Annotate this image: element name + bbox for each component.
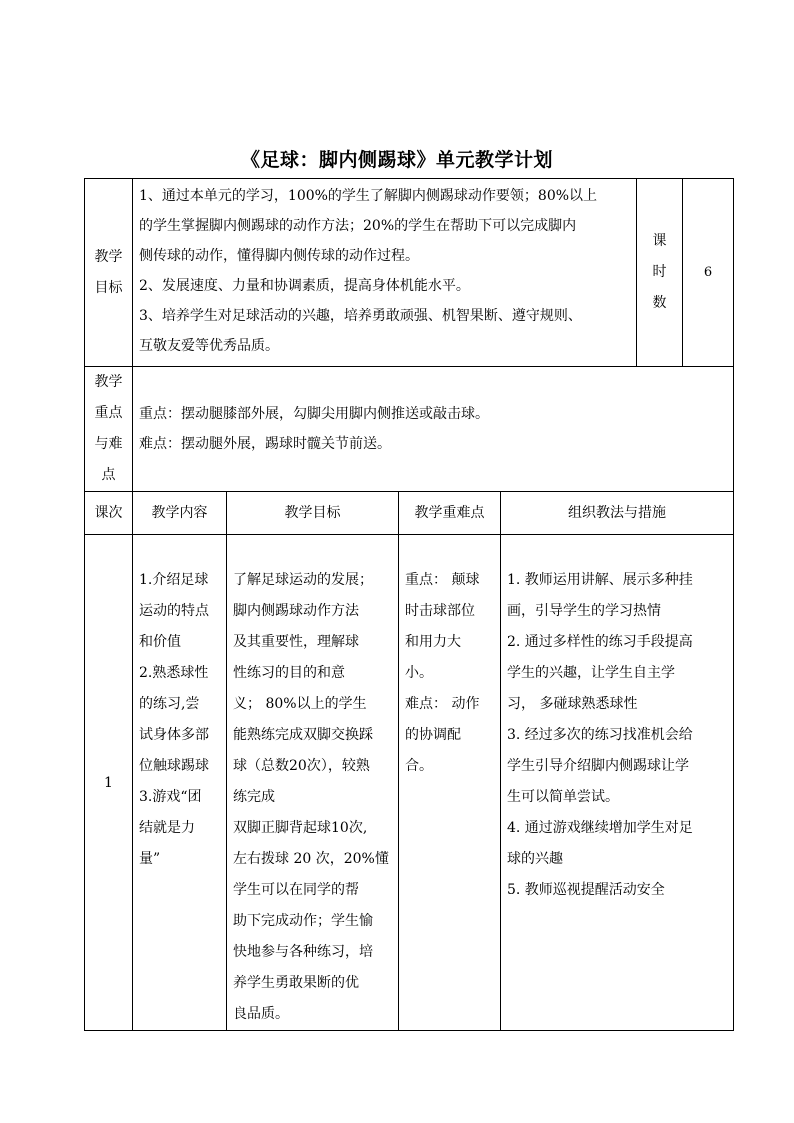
keydiff-line: 的协调配 <box>405 727 461 743</box>
page-title: 《足球：脚内侧踢球》单元教学计划 <box>240 149 553 171</box>
method-line: 3. 经过多次的练习找准机会给 <box>507 727 693 743</box>
method-line: 生可以简单尝试。 <box>507 789 619 805</box>
objective-line: 养学生勇敢果断的优 <box>233 975 359 991</box>
objective-line: 学生可以在同学的帮 <box>233 882 359 898</box>
objective-line: 球（总数20次），较熟 <box>233 758 370 774</box>
hours-label <box>637 179 683 367</box>
goals-line: 1、通过本单元的学习，100%的学生了解脚内侧踢球动作要领；80%以上 <box>139 188 598 204</box>
header-keydiff: 教学重难点 <box>399 492 501 535</box>
lesson-objective <box>227 535 399 1031</box>
keypoints-row <box>85 367 734 492</box>
objective-line: 了解足球运动的发展； <box>233 572 373 588</box>
objective-line: 能熟练完成双脚交换踩 <box>233 727 373 743</box>
header-lesson: 课次 <box>85 492 133 535</box>
objective-line: 及其重要性，理解球 <box>233 634 359 650</box>
objective-line: 左右拨球 20 次，20%懂 <box>233 851 389 867</box>
goals-row <box>85 179 734 367</box>
method-line: 学生引导介绍脚内侧踢球让学 <box>507 758 689 774</box>
objective-line: 良品质。 <box>233 1006 289 1022</box>
method-line: 1. 教师运用讲解、展示多种挂 <box>507 572 693 588</box>
keydiff-line: 和用力大 <box>405 634 461 650</box>
hours-label-char: 时 <box>652 264 667 280</box>
unit-plan-table <box>84 178 734 1031</box>
keypoints-label-line: 重点 <box>94 405 123 421</box>
method-line: 4. 通过游戏继续增加学生对足 <box>507 820 693 836</box>
header-content: 教学内容 <box>133 492 227 535</box>
content-line: 的练习,尝 <box>139 696 200 712</box>
hours-label-char: 课 <box>652 233 667 249</box>
header-row <box>85 492 734 535</box>
header-method: 组织教法与措施 <box>501 492 734 535</box>
hours-value: 6 <box>683 179 734 367</box>
lesson-row <box>85 535 734 1031</box>
header-objective: 教学目标 <box>227 492 399 535</box>
goals-line: 3、培养学生对足球活动的兴趣，培养勇敢顽强、机智果断、遵守规则、 <box>139 308 582 324</box>
content-line: 量” <box>139 851 161 867</box>
keydiff-line: 难点： 动作 <box>405 696 480 712</box>
method-line: 2. 通过多样性的练习手段提高 <box>507 634 693 650</box>
hours-label-char: 数 <box>652 295 667 311</box>
keypoints-text <box>133 367 734 492</box>
keypoints-label <box>85 367 133 492</box>
content-line: 结就是力 <box>139 820 195 836</box>
content-line: 和价值 <box>139 634 181 650</box>
content-line: 试身体多部 <box>139 727 209 743</box>
content-line: 1.介绍足球 <box>139 572 209 588</box>
content-line: 位触球踢球 <box>139 758 209 774</box>
goals-label <box>85 179 133 367</box>
goals-label-line: 教学 <box>94 248 123 265</box>
content-line: 3.游戏“团 <box>139 789 202 805</box>
objective-line: 性练习的目的和意 <box>233 665 345 681</box>
goals-label-line: 目标 <box>94 279 123 296</box>
method-line: 画，引导学生的学习热情 <box>507 603 661 619</box>
keydiff-line: 时击球部位 <box>405 603 475 619</box>
key-point: 重点：摆动腿膝部外展，勾脚尖用脚内侧推送或敲击球。 <box>139 406 489 422</box>
goals-line: 互敬友爱等优秀品质。 <box>139 338 279 354</box>
method-line: 5. 教师巡视提醒活动安全 <box>507 882 665 898</box>
content-line: 2.熟悉球性 <box>139 665 209 681</box>
goals-line: 侧传球的动作，懂得脚内侧传球的动作过程。 <box>139 248 419 264</box>
lesson-keydiff <box>399 535 501 1031</box>
objective-line: 双脚正脚背起球10次, <box>233 820 368 836</box>
lesson-number: 1 <box>85 535 133 1031</box>
keydiff-line: 小。 <box>405 665 433 681</box>
goals-line: 2、发展速度、力量和协调素质，提高身体机能水平。 <box>139 278 470 294</box>
lesson-method <box>501 535 734 1031</box>
method-line: 学生的兴趣，让学生自主学 <box>507 665 675 681</box>
keypoints-label-line: 点 <box>101 467 116 483</box>
objective-line: 快地参与各种练习，培 <box>233 944 373 960</box>
keypoints-label-line: 与难 <box>94 436 123 452</box>
lesson-content <box>133 535 227 1031</box>
method-line: 球的兴趣 <box>507 851 563 867</box>
objective-line: 义； 80%以上的学生 <box>233 696 367 712</box>
keydiff-line: 合。 <box>405 758 433 774</box>
objective-line: 练完成 <box>233 789 275 805</box>
difficulty-point: 难点：摆动腿外展，踢球时髋关节前送。 <box>139 436 391 452</box>
goals-line: 的学生掌握脚内侧踢球的动作方法；20%的学生在帮助下可以完成脚内 <box>139 218 577 234</box>
goals-text <box>133 179 637 367</box>
method-line: 习， 多碰球熟悉球性 <box>507 696 638 712</box>
objective-line: 脚内侧踢球动作方法 <box>233 603 359 619</box>
objective-line: 助下完成动作；学生愉 <box>233 913 373 929</box>
content-line: 运动的特点 <box>139 603 209 619</box>
keypoints-label-line: 教学 <box>94 374 123 390</box>
keydiff-line: 重点： 颠球 <box>405 572 480 588</box>
